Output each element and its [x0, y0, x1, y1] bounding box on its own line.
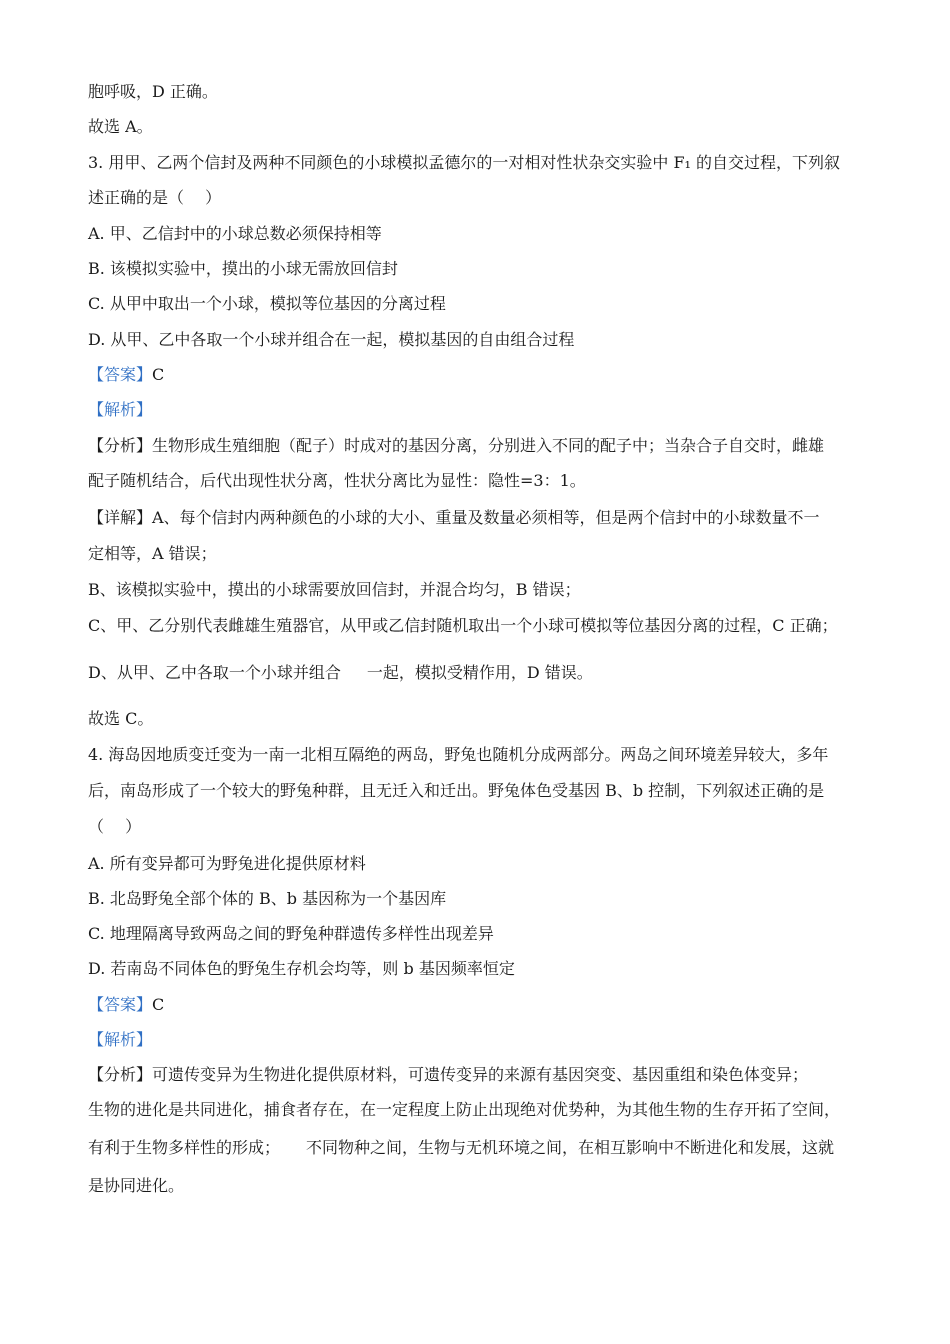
question-4-stem: 4. 海岛因地质变迁变为一南一北相互隔绝的两岛，野兔也随机分成两部分。两岛之间环境差异较大，多年: [88, 745, 829, 764]
question-3-option-a: A. 甲、乙信封中的小球总数必须保持相等: [88, 224, 382, 243]
question-3-option-b: B. 该模拟实验中，摸出的小球无需放回信封: [88, 259, 398, 278]
question-4-stem-cont: 后，南岛形成了一个较大的野兔种群，且无迁入和迁出。野兔体色受基因 B、b 控制，下列叙述正确的是: [88, 781, 825, 800]
answer-line: [88, 994, 164, 1016]
question-4-option-b: B. 北岛野兔全部个体的 B、b 基因称为一个基因库: [88, 889, 447, 908]
question-4-option-c: C. 地理隔离导致两岛之间的野兔种群遗传多样性出现差异: [88, 924, 494, 943]
text-line: 胞呼吸，D 正确。: [88, 82, 218, 101]
detail-text: B、该模拟实验中，摸出的小球需要放回信封，并混合均匀，B 错误；: [88, 580, 581, 599]
analysis-text: 有利于生物多样性的形成； 不同物种之间，生物与无机环境之间，在相互影响中不断进化和发展，这就: [88, 1138, 835, 1157]
answer-value: C: [152, 995, 165, 1014]
text-line: 故选 A。: [88, 117, 153, 136]
answer-tag: 【答案】: [88, 365, 153, 384]
analysis-text: 【分析】可遗传变异为生物进化提供原材料，可遗传变异的来源有基因突变、基因重组和染色体变异；: [88, 1065, 809, 1084]
answer-line: [88, 364, 164, 386]
answer-tag: 【答案】: [88, 995, 153, 1014]
analysis-text: 生物的进化是共同进化，捕食者存在，在一定程度上防止出现绝对优势种，为其他生物的生存开拓了空间，: [88, 1100, 841, 1119]
question-3-option-c: C. 从甲中取出一个小球，模拟等位基因的分离过程: [88, 294, 446, 313]
analysis-tag: 【解析】: [88, 1030, 153, 1049]
detail-text: C、甲、乙分别代表雌雄生殖器官，从甲或乙信封随机取出一个小球可模拟等位基因分离的过程，C 正确；: [88, 616, 838, 635]
question-3-stem: 3. 用甲、乙两个信封及两种不同颜色的小球模拟孟德尔的一对相对性状杂交实验中 F₁ 的自交过程，下列叙: [88, 153, 841, 172]
question-3-stem-cont: 述正确的是（ ）: [88, 188, 222, 207]
analysis-text: 【分析】生物形成生殖细胞（配子）时成对的基因分离，分别进入不同的配子中；当杂合子自交时，雌雄: [88, 436, 825, 455]
detail-text: 【详解】A、每个信封内两种颜色的小球的大小、重量及数量必须相等，但是两个信封中的小球数量不一: [88, 508, 820, 527]
detail-text: 定相等，A 错误；: [88, 544, 217, 563]
analysis-text: 是协同进化。: [88, 1176, 185, 1195]
answer-value: C: [152, 365, 165, 384]
detail-text: D、从甲、乙中各取一个小球并组合 一起，模拟受精作用，D 错误。: [88, 663, 593, 682]
analysis-text: 配子随机结合，后代出现性状分离，性状分离比为显性：隐性=3：1。: [88, 471, 586, 490]
text-line: 故选 C。: [88, 709, 154, 728]
analysis-tag: 【解析】: [88, 400, 153, 419]
question-3-option-d: D. 从甲、乙中各取一个小球并组合在一起，模拟基因的自由组合过程: [88, 330, 575, 349]
question-4-option-d: D. 若南岛不同体色的野兔生存机会均等，则 b 基因频率恒定: [88, 959, 515, 978]
question-4-option-a: A. 所有变异都可为野兔进化提供原材料: [88, 854, 366, 873]
question-4-stem-cont: （ ）: [88, 817, 142, 836]
